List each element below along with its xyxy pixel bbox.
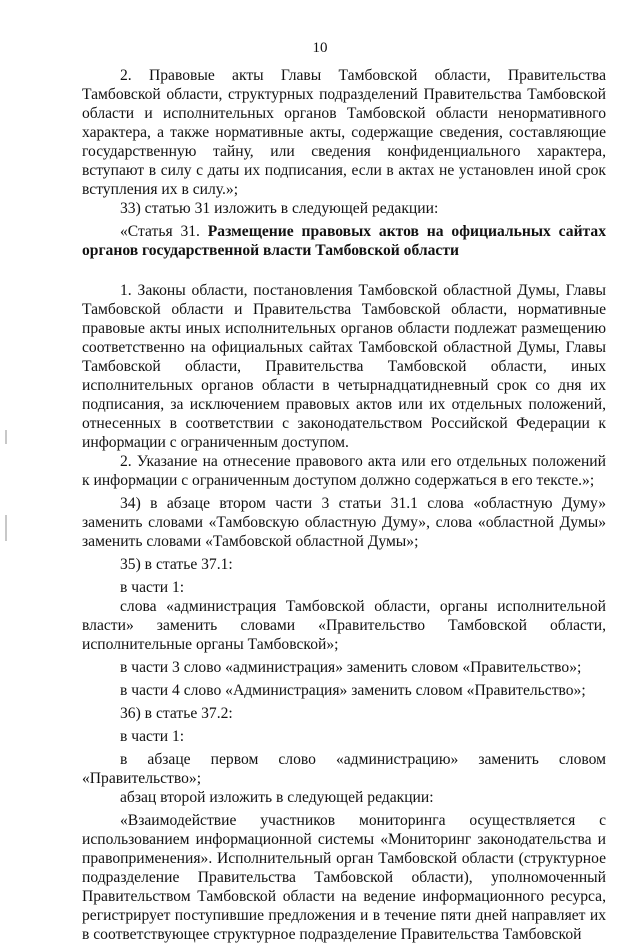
paragraph: 36) в статье 37.2: (120, 705, 233, 722)
paragraph: 34) в абзаце втором части 3 статьи 31.1 слова «областную Думу» заменить словами «Тамбовскую областную Думу», слова «областной Думы» заменить словами «Тамбовской областной Думы»; (82, 495, 606, 550)
paragraph: 35) в статье 37.1: (120, 556, 233, 573)
page-number: 10 (312, 40, 328, 56)
article-heading (82, 222, 606, 260)
paragraph: в части 1: (120, 579, 185, 596)
document-body (82, 66, 606, 944)
margin-mark (5, 515, 7, 541)
article-heading-prefix: «Статья 31. (120, 223, 208, 240)
paragraph: слова «администрация Тамбовской области, органы исполнительной власти» заменить словами «Правительство Тамбовской области, исполнительные органы Тамбовской»; (82, 598, 606, 653)
paragraph: 1. Законы области, постановления Тамбовской областной Думы, Главы Тамбовской области и Правительства Тамбовской области, нормативные правовые акты иных исполнительных органов области подлежат размещению соответственно на официальных сайтах Тамбовской областной Думы, Главы Тамбовской области, Правительства Тамбовской области, иных исполнительных органов области в четырнадцатидневный срок со дня их подписания, за исключением правовых актов или их отдельных положений, отнесенных в соответствии с законодательством Российской Федерации к информации с ограниченным доступом. (82, 282, 606, 451)
margin-mark (5, 430, 7, 444)
paragraph: 2. Указание на отнесение правового акта или его отдельных положений к информации с ограниченным доступом должно содержаться в его тексте.»; (82, 453, 606, 489)
paragraph: в абзаце первом слово «администрацию» заменить словом «Правительство»; (82, 751, 606, 787)
paragraph: 33) статью 31 изложить в следующей редакции: (120, 200, 439, 217)
paragraph: в части 1: (120, 728, 185, 745)
paragraph: «Взаимодействие участников мониторинга осуществляется с использованием информационной системы «Мониторинг законодательства и правоприменения». Исполнительный орган Тамбовской области (структурное подразделение Правительства Тамбовской области), уполномоченный Правительством Тамбовской области на ведение информационного ресурса, регистрирует поступившие предложения и в течение пяти дней направляет их в соответствующее структурное подразделение Правительства Тамбовской (82, 812, 606, 943)
paragraph: 2. Правовые акты Главы Тамбовской области, Правительства Тамбовской области, структурных подразделений Правительства Тамбовской области и исполнительных органов Тамбовской области ненормативного характера, а также нормативные акты, содержащие сведения, составляющие государственную тайну, или сведения конфиденциального характера, вступают в силу с даты их подписания, если в актах не установлен иной срок вступления их в силу.»; (82, 67, 606, 198)
article-heading-title: Размещение правовых актов на официальных сайтах органов государственной власти Тамбовской области (82, 223, 607, 259)
paragraph: абзац второй изложить в следующей редакции: (120, 789, 434, 806)
paragraph: в части 3 слово «администрация» заменить словом «Правительство»; (120, 659, 582, 676)
paragraph: в части 4 слово «Администрация» заменить словом «Правительство»; (120, 682, 586, 699)
